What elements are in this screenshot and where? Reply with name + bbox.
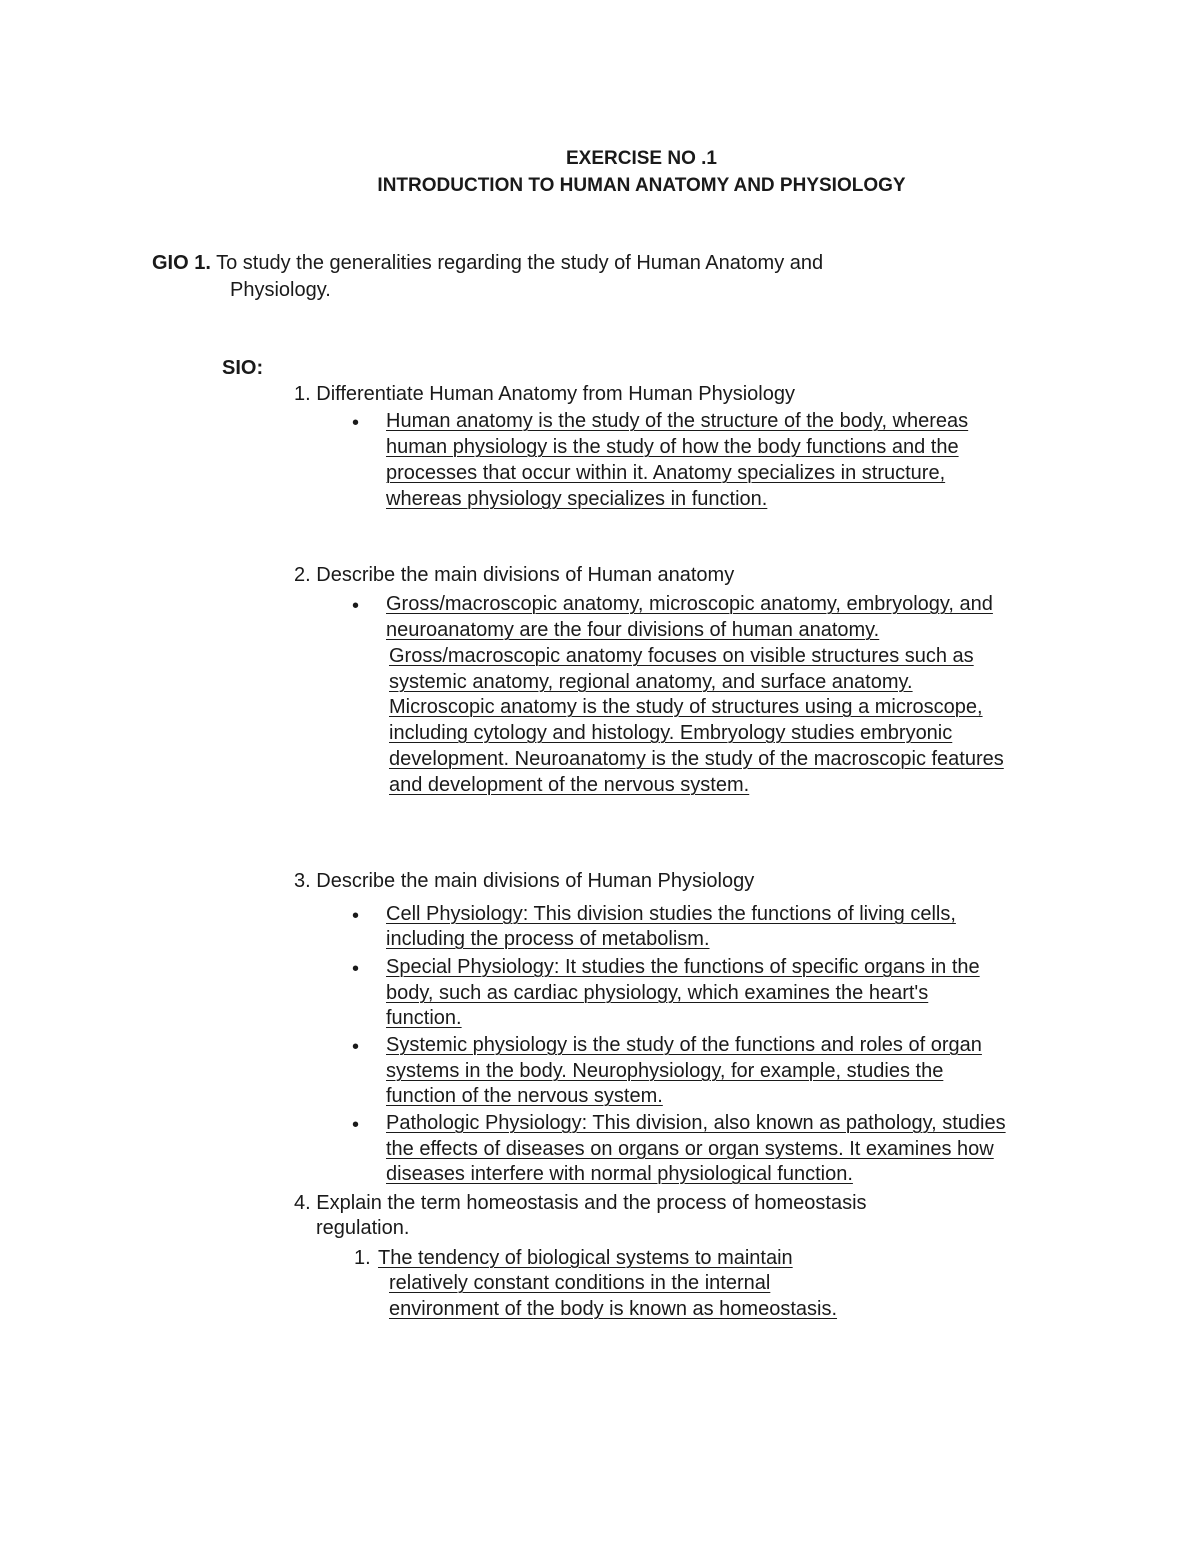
answer-line: development. Neuroanatomy is the study of the macroscopic features [389, 748, 1004, 770]
bullet-icon: • [352, 595, 360, 617]
answer-line: Cell Physiology: This division studies the functions of living cells, [386, 903, 956, 925]
answer-line: whereas physiology specializes in function. [386, 488, 768, 510]
answer-line: human physiology is the study of how the body functions and the [386, 436, 959, 458]
answer-line: Systemic physiology is the study of the functions and roles of organ [386, 1034, 982, 1056]
exercise-title: EXERCISE NO .1 [566, 148, 717, 169]
item-question: Explain the term homeostasis and the process of homeostasis [316, 1192, 867, 1214]
sio-item-3 [294, 868, 754, 894]
item-number: 3. [294, 870, 311, 892]
item-question-continued: regulation. [316, 1217, 410, 1239]
answer-line: Microscopic anatomy is the study of structures using a microscope, [389, 696, 983, 718]
sio-label: SIO: [222, 357, 264, 379]
sub-number: 1. [354, 1247, 371, 1269]
sio-item-1 [294, 381, 795, 407]
answer-line: Human anatomy is the study of the structure of the body, whereas [386, 410, 969, 432]
item-number: 1. [294, 383, 311, 405]
answer-line: processes that occur within it. Anatomy specializes in structure, [386, 462, 946, 484]
answer-line: including the process of metabolism. [386, 928, 710, 950]
bullet-icon: • [352, 1036, 360, 1058]
bullet-icon: • [352, 958, 360, 980]
item-question: Describe the main divisions of Human anatomy [316, 564, 735, 586]
answer-line: systems in the body. Neurophysiology, for example, studies the [386, 1060, 944, 1082]
gio-label: GIO 1. [152, 252, 211, 274]
answer-line: including cytology and histology. Embryology studies embryonic [389, 722, 953, 744]
answer-line: relatively constant conditions in the internal [389, 1272, 771, 1294]
answer-line: function. [386, 1007, 462, 1029]
answer-line: diseases interfere with normal physiological function. [386, 1163, 853, 1185]
answer-line: Pathologic Physiology: This division, also known as pathology, studies [386, 1112, 1006, 1134]
sio-item-2 [294, 562, 734, 588]
answer-line: The tendency of biological systems to maintain [378, 1247, 793, 1269]
answer-line: Gross/macroscopic anatomy focuses on visible structures such as [389, 645, 974, 667]
item-number: 2. [294, 564, 311, 586]
answer-line: environment of the body is known as homeostasis. [389, 1298, 838, 1320]
exercise-subtitle: INTRODUCTION TO HUMAN ANATOMY AND PHYSIOLOGY [377, 175, 906, 196]
answer-line: function of the nervous system. [386, 1085, 663, 1107]
answer-line: systemic anatomy, regional anatomy, and surface anatomy. [389, 671, 913, 693]
bullet-icon: • [352, 412, 360, 434]
gio-paragraph [152, 250, 823, 276]
item-question: Differentiate Human Anatomy from Human Physiology [316, 383, 795, 405]
bullet-icon: • [352, 905, 360, 927]
bullet-icon: • [352, 1114, 360, 1136]
answer-line: Special Physiology: It studies the functions of specific organs in the [386, 956, 980, 978]
answer-line: body, such as cardiac physiology, which examines the heart's [386, 982, 929, 1004]
answer-line: neuroanatomy are the four divisions of human anatomy. [386, 619, 880, 641]
item-number: 4. [294, 1192, 311, 1214]
gio-text-line2: Physiology. [230, 279, 331, 301]
gio-text-line1: To study the generalities regarding the study of Human Anatomy and [216, 252, 824, 274]
answer-line: the effects of diseases on organs or organ systems. It examines how [386, 1138, 994, 1160]
sio-item-4 [294, 1190, 867, 1216]
answer-line: Gross/macroscopic anatomy, microscopic anatomy, embryology, and [386, 593, 993, 615]
answer-line: and development of the nervous system. [389, 774, 750, 796]
item-question: Describe the main divisions of Human Physiology [316, 870, 755, 892]
